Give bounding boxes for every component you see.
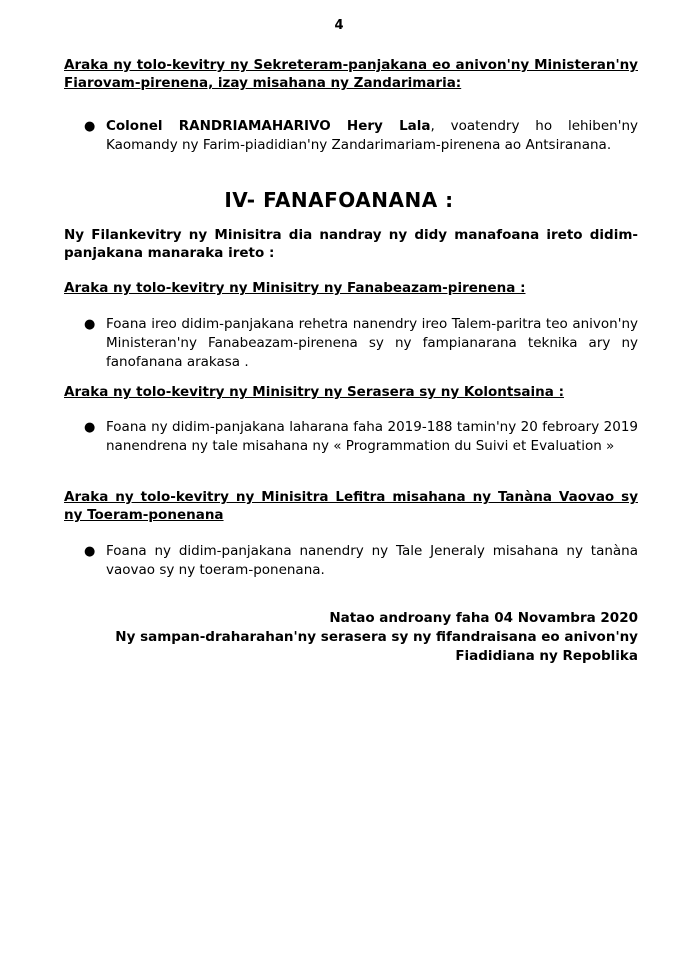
section-heading-communication: Araka ny tolo-kevitry ny Minisitry ny Serasera sy ny Kolontsaina : [64,384,564,400]
signature-date: Natao androany faha 04 Novambra 2020 [329,610,638,626]
bullet-icon: ● [84,420,96,435]
section-heading-new-cities: Araka ny tolo-kevitry ny Minisitra Lefitra misahana ny Tanàna Vaovao sy ny Toeram-ponenana [64,489,638,523]
part-title: IV- FANAFOANANA : [224,188,454,212]
section-heading-gendarmerie: Araka ny tolo-kevitry ny Sekreteram-panjakana eo anivon'ny Ministeran'ny Fiarovam-pirenena, izay misahana ny Zandarimaria: [64,57,638,91]
intro-paragraph: Ny Filankevitry ny Minisitra dia nandray ny didy manafoana ireto didim-panjakana manaraka ireto : [64,227,638,261]
bullet-icon: ● [84,119,96,134]
page-number: 4 [334,18,344,33]
list-item-text: Foana ny didim-panjakana laharana faha 2019-188 tamin'ny 20 febroary 2019 nanendrena ny tale misahana ny « Programmation du Suivi et Evaluation » [106,419,638,454]
bullet-icon: ● [84,317,96,332]
signature-block [64,609,638,666]
appointee-name: Colonel RANDRIAMAHARIVO Hery Lala [106,118,431,134]
section-heading-education: Araka ny tolo-kevitry ny Minisitry ny Fanabeazam-pirenena : [64,280,526,296]
signature-authority: Fiadidiana ny Repoblika [455,648,638,664]
list-item-text: Foana ireo didim-panjakana rehetra nanendry ireo Talem-paritra teo anivon'ny Ministeran'ny Fanabeazam-pirenena sy ny fampianarana teknika ary ny fanofanana arakasa . [106,316,638,370]
appointee-description: , voatendry ho lehiben'ny Kaomandy ny Farim-piadidian'ny Zandarimariam-pirenena ao Antsiranana. [106,118,638,153]
bullet-icon: ● [84,544,96,559]
list-item-text: Foana ny didim-panjakana nanendry ny Tale Jeneraly misahana ny tanàna vaovao sy ny toeram-ponenana. [106,543,638,578]
signature-office: Ny sampan-draharahan'ny serasera sy ny fifandraisana eo anivon'ny [115,629,638,645]
list-item-text [106,117,638,155]
